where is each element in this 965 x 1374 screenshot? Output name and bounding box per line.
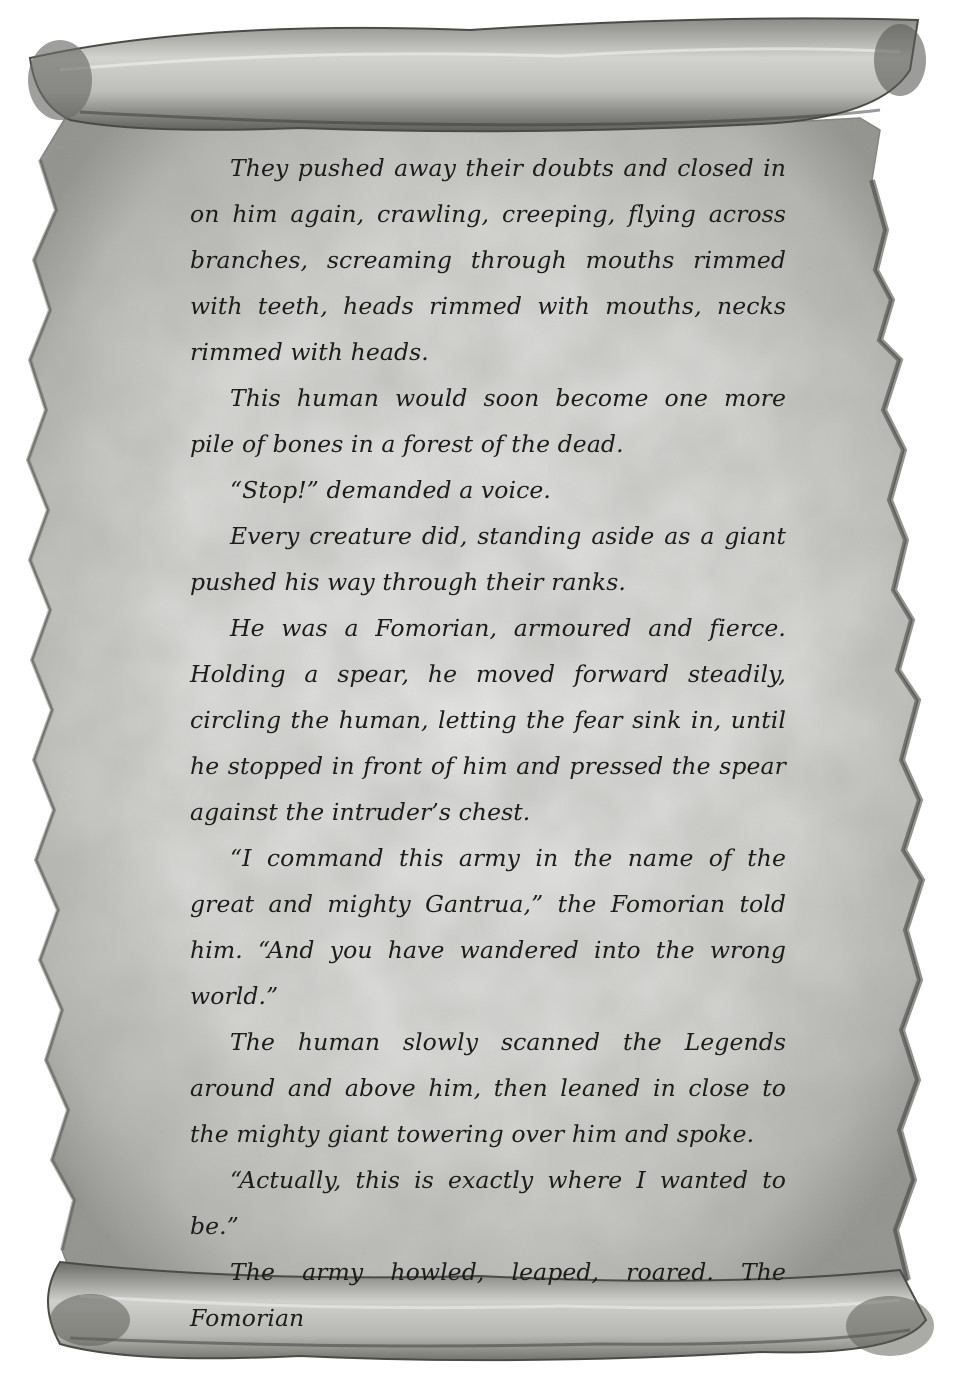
- paragraph: Every creature did, standing aside as a giant pushed his way through their ranks.: [190, 522, 786, 596]
- paragraph: They pushed away their doubts and closed in on him again, crawling, creeping, flying across branches, screaming through mouths rimmed with teeth, heads rimmed with mouths, necks rimmed with heads.: [190, 154, 786, 366]
- paragraph: This human would soon become one more pile of bones in a forest of the dead.: [190, 384, 786, 458]
- paragraph: The human slowly scanned the Legends around and above him, then leaned in close to the mighty giant towering over him and spoke.: [190, 1028, 786, 1148]
- paragraph: He was a Fomorian, armoured and fierce. Holding a spear, he moved forward steadily, circling the human, letting the fear sink in, until he stopped in front of him and pressed the spear against the intruder’s chest.: [190, 614, 786, 826]
- paragraph: “Stop!” demanded a voice.: [230, 476, 551, 504]
- paragraph: “I command this army in the name of the great and mighty Gantrua,” the Fomorian told him. “And you have wandered into the wrong world.”: [190, 844, 786, 1010]
- story-text: [190, 145, 786, 1341]
- paragraph: The army howled, leaped, roared. The Fomorian: [190, 1258, 786, 1332]
- paragraph: “Actually, this is exactly where I wanted to be.”: [190, 1166, 786, 1240]
